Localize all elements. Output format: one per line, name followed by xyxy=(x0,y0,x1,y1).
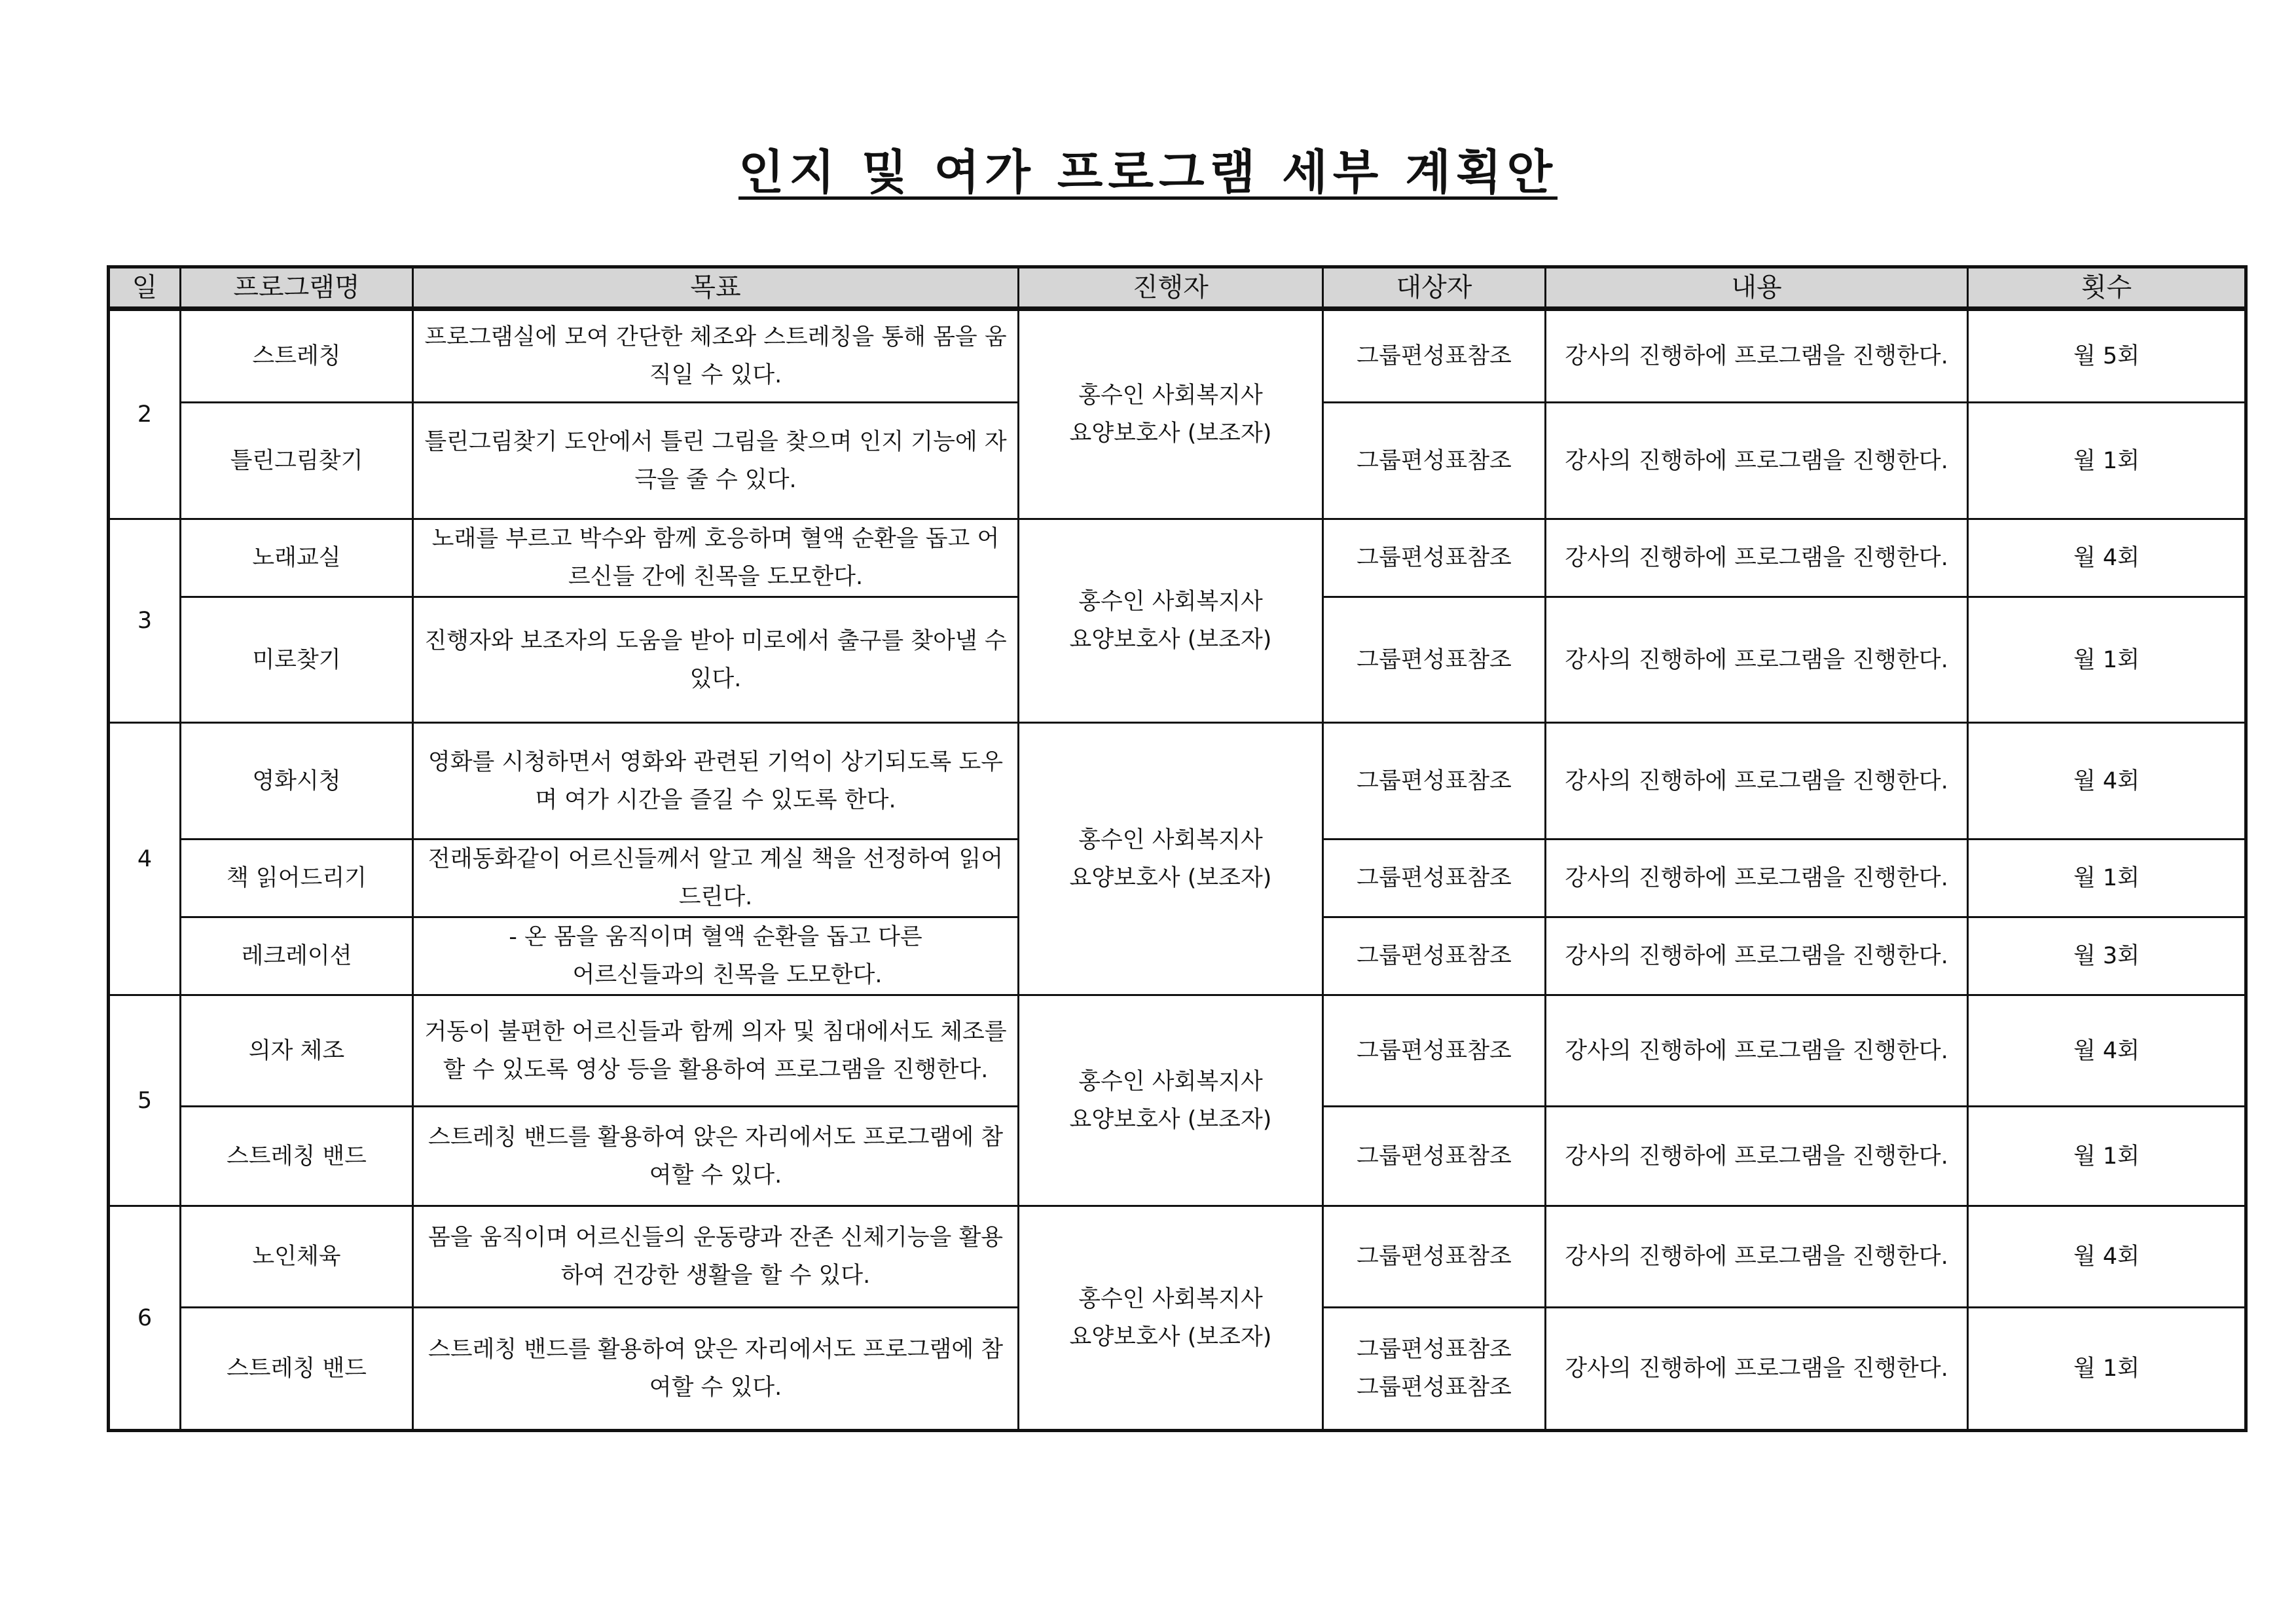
target-cell: 그룹편성표참조 xyxy=(1323,519,1546,597)
day-cell: 3 xyxy=(109,519,181,723)
target-cell xyxy=(1323,1308,1546,1431)
leader-line: 요양보호사 (보조자) xyxy=(1069,420,1272,447)
goal-text: 틀린그림찾기 도안에서 틀린 그림을 찾으며 인지 기능에 자극을 줄 수 있다. xyxy=(413,403,1019,519)
leader-line: 요양보호사 (보조자) xyxy=(1069,627,1272,653)
program-name: 틀린그림찾기 xyxy=(181,403,413,519)
leader-line: 요양보호사 (보조자) xyxy=(1069,864,1272,891)
content-text: 강사의 진행하에 프로그램을 진행한다. xyxy=(1546,1206,1968,1308)
goal-text: 진행자와 보조자의 도움을 받아 미로에서 출구를 찾아낼 수 있다. xyxy=(413,597,1019,723)
goal-text: 스트레칭 밴드를 활용하여 앉은 자리에서도 프로그램에 참여할 수 있다. xyxy=(413,1107,1019,1206)
header-target: 대상자 xyxy=(1323,267,1546,309)
count-cell: 월 1회 xyxy=(1968,1107,2246,1206)
table-header-row xyxy=(109,267,2246,309)
program-name: 스트레칭 밴드 xyxy=(181,1308,413,1431)
target-cell: 그룹편성표참조 xyxy=(1323,995,1546,1107)
content-text: 강사의 진행하에 프로그램을 진행한다. xyxy=(1546,597,1968,723)
program-name: 노래교실 xyxy=(181,519,413,597)
program-name: 레크레이션 xyxy=(181,917,413,995)
leader-line: 홍수인 사회복지사 xyxy=(1078,826,1263,853)
count-cell: 월 4회 xyxy=(1968,1206,2246,1308)
goal-text: 거동이 불편한 어르신들과 함께 의자 및 침대에서도 체조를 할 수 있도록 영상 등을 활용하여 프로그램을 진행한다. xyxy=(413,995,1019,1107)
day-cell: 6 xyxy=(109,1206,181,1431)
table-row xyxy=(109,519,2246,597)
leader-cell xyxy=(1019,309,1323,519)
header-content: 내용 xyxy=(1546,267,1968,309)
program-name: 미로찾기 xyxy=(181,597,413,723)
leader-line: 요양보호사 (보조자) xyxy=(1069,1106,1272,1133)
table-row xyxy=(109,1206,2246,1308)
leader-line: 홍수인 사회복지사 xyxy=(1078,1068,1263,1095)
count-cell: 월 1회 xyxy=(1968,840,2246,917)
table-row xyxy=(109,309,2246,403)
program-name: 스트레칭 밴드 xyxy=(181,1107,413,1206)
count-cell: 월 4회 xyxy=(1968,519,2246,597)
count-cell: 월 5회 xyxy=(1968,309,2246,403)
table-row xyxy=(109,995,2246,1107)
goal-text: 프로그램실에 모여 간단한 체조와 스트레칭을 통해 몸을 움직일 수 있다. xyxy=(413,309,1019,403)
content-text: 강사의 진행하에 프로그램을 진행한다. xyxy=(1546,995,1968,1107)
goal-line: 어르신들과의 친목을 도모한다. xyxy=(572,962,883,988)
leader-line: 요양보호사 (보조자) xyxy=(1069,1323,1272,1350)
goal-text: 몸을 움직이며 어르신들의 운동량과 잔존 신체기능을 활용하여 건강한 생활을 할 수 있다. xyxy=(413,1206,1019,1308)
content-text: 강사의 진행하에 프로그램을 진행한다. xyxy=(1546,1107,1968,1206)
target-cell: 그룹편성표참조 xyxy=(1323,1107,1546,1206)
program-name: 스트레칭 xyxy=(181,309,413,403)
target-cell: 그룹편성표참조 xyxy=(1323,723,1546,840)
count-cell: 월 3회 xyxy=(1968,917,2246,995)
day-cell: 5 xyxy=(109,995,181,1206)
goal-text: 영화를 시청하면서 영화와 관련된 기억이 상기되도록 도우며 여가 시간을 즐길 수 있도록 한다. xyxy=(413,723,1019,840)
count-cell: 월 1회 xyxy=(1968,597,2246,723)
target-cell: 그룹편성표참조 xyxy=(1323,1206,1546,1308)
page-title: 인지 및 여가 프로그램 세부 계획안 xyxy=(738,145,1558,200)
program-name: 책 읽어드리기 xyxy=(181,840,413,917)
program-name: 영화시청 xyxy=(181,723,413,840)
leader-cell xyxy=(1019,1206,1323,1431)
count-cell: 월 4회 xyxy=(1968,723,2246,840)
leader-line: 홍수인 사회복지사 xyxy=(1078,589,1263,615)
leader-cell xyxy=(1019,995,1323,1206)
content-text: 강사의 진행하에 프로그램을 진행한다. xyxy=(1546,840,1968,917)
leader-cell xyxy=(1019,519,1323,723)
header-program: 프로그램명 xyxy=(181,267,413,309)
goal-text: 노래를 부르고 박수와 함께 호응하며 혈액 순환을 돕고 어르신들 간에 친목을 도모한다. xyxy=(413,519,1019,597)
target-line: 그룹편성표참조 xyxy=(1357,1375,1512,1401)
goal-line: - 온 몸을 움직이며 혈액 순환을 돕고 다른 xyxy=(509,924,922,950)
content-text: 강사의 진행하에 프로그램을 진행한다. xyxy=(1546,1308,1968,1431)
day-cell: 4 xyxy=(109,723,181,995)
table-row xyxy=(109,723,2246,840)
content-text: 강사의 진행하에 프로그램을 진행한다. xyxy=(1546,723,1968,840)
header-goal: 목표 xyxy=(413,267,1019,309)
header-count: 횟수 xyxy=(1968,267,2246,309)
goal-text: 스트레칭 밴드를 활용하여 앉은 자리에서도 프로그램에 참여할 수 있다. xyxy=(413,1308,1019,1431)
count-cell: 월 1회 xyxy=(1968,403,2246,519)
content-text: 강사의 진행하에 프로그램을 진행한다. xyxy=(1546,917,1968,995)
content-text: 강사의 진행하에 프로그램을 진행한다. xyxy=(1546,403,1968,519)
target-cell: 그룹편성표참조 xyxy=(1323,403,1546,519)
target-line: 그룹편성표참조 xyxy=(1357,1337,1512,1363)
header-leader: 진행자 xyxy=(1019,267,1323,309)
count-cell: 월 1회 xyxy=(1968,1308,2246,1431)
header-day: 일 xyxy=(109,267,181,309)
leader-line: 홍수인 사회복지사 xyxy=(1078,1285,1263,1312)
day-cell: 2 xyxy=(109,309,181,519)
content-text: 강사의 진행하에 프로그램을 진행한다. xyxy=(1546,519,1968,597)
program-name: 노인체육 xyxy=(181,1206,413,1308)
target-cell: 그룹편성표참조 xyxy=(1323,917,1546,995)
leader-cell xyxy=(1019,723,1323,995)
target-cell: 그룹편성표참조 xyxy=(1323,840,1546,917)
program-plan-table xyxy=(107,265,2248,1432)
content-text: 강사의 진행하에 프로그램을 진행한다. xyxy=(1546,309,1968,403)
target-cell: 그룹편성표참조 xyxy=(1323,309,1546,403)
target-cell: 그룹편성표참조 xyxy=(1323,597,1546,723)
goal-text xyxy=(413,917,1019,995)
program-name: 의자 체조 xyxy=(181,995,413,1107)
leader-line: 홍수인 사회복지사 xyxy=(1078,382,1263,409)
goal-text: 전래동화같이 어르신들께서 알고 계실 책을 선정하여 읽어드린다. xyxy=(413,840,1019,917)
count-cell: 월 4회 xyxy=(1968,995,2246,1107)
